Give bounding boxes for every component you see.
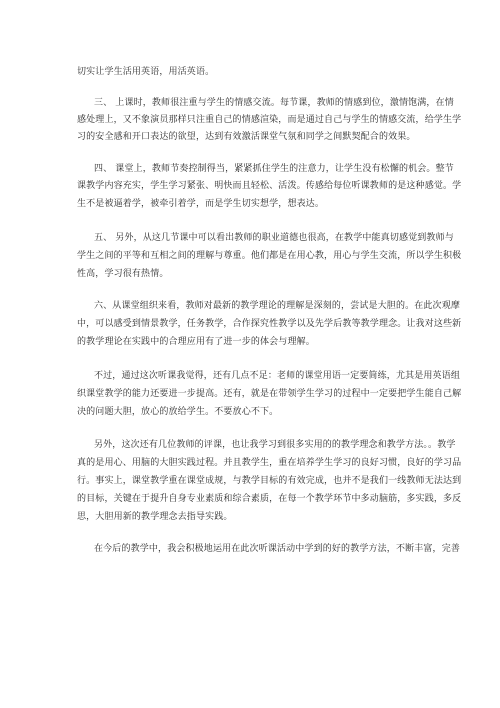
- text-line: 三、 上课时，教师很注重与学生的情感交流。每节课，教师的情感到位，激情饱满，在情: [94, 98, 454, 108]
- text-line: 切实让学生活用英语，用活英语。: [77, 67, 215, 77]
- text-line: 性高，学习很有热情。: [77, 269, 169, 279]
- text-line: 生不是被逼着学，被牵引着学，而是学生切实想学，想表达。: [77, 199, 325, 209]
- text-line: 真的是用心、用脑的大胆实践过程。并且教学生，重在培养学生学习的良好习惯，良好的学习品: [77, 458, 462, 468]
- text-line: 的目标，关键在于提升自身专业素质和综合素质，在每一个教学环节中多动脑筋，多实践，多反: [77, 494, 462, 504]
- text-line: 习的安全感和开口表达的欲望，达到有效激活课堂气氛和同学之间默契配合的效果。: [77, 132, 416, 142]
- text-line: 的教学理论在实践中的合理应用有了进一步的体会与理解。: [77, 337, 315, 347]
- text-line: 另外，这次还有几位教师的评课，也让我学习到很多实用的的教学理念和教学方法。。教学: [94, 440, 456, 450]
- text-line: 六、从课堂组织来看，教师对最新的教学理论的理解是深刻的，尝试是大胆的。在此次观摩: [94, 301, 461, 311]
- text-line: 决的问题大胆，放心的放给学生。不要放心不下。: [77, 407, 279, 417]
- text-line: 五、 另外，从这几节课中可以看出教师的职业道德也很高，在教学中能真切感觉到教师与: [94, 233, 454, 243]
- text-line: 思，大胆用新的教学理念去指导实践。: [77, 512, 233, 522]
- text-line: 课教学内容充实，学生学习紧张、明快而且轻松、活泼。传感给每位听课教师的是这种感觉。学: [77, 181, 462, 191]
- text-line: 中，可以感受到情景教学，任务教学，合作探究性教学以及先学后教等教学理念。让我对这些新: [77, 319, 462, 329]
- text-line: 感处理上，又不象演员那样只注重自己的情感渲染，而是通过自己与学生的情感交流，给学生学: [77, 115, 462, 125]
- text-line: 四、 课堂上，教师节奏控制得当，紧紧抓住学生的注意力，让学生没有松懈的机会。整节: [94, 164, 454, 174]
- text-line: 在今后的教学中，我会积极地运用在此次听课活动中学到的好的教学方法，不断丰富，完善: [94, 544, 461, 554]
- text-line: 不过，通过这次听课我觉得，还有几点不足：老师的课堂用语一定要简练，尤其是用英语组: [94, 371, 461, 381]
- text-line: 织课堂教学的能力还要进一步提高。还有，就是在带领学生学习的过程中一定要把学生能自己解: [77, 389, 462, 399]
- text-line: 学生之间的平等和互相之间的理解与尊重。他们都是在用心教，用心与学生交流，所以学生积极: [77, 251, 462, 261]
- text-line: 行。事实上，课堂教学重在课堂成规，与教学目标的有效完成，也并不是我们一线教师无法达到: [77, 476, 462, 486]
